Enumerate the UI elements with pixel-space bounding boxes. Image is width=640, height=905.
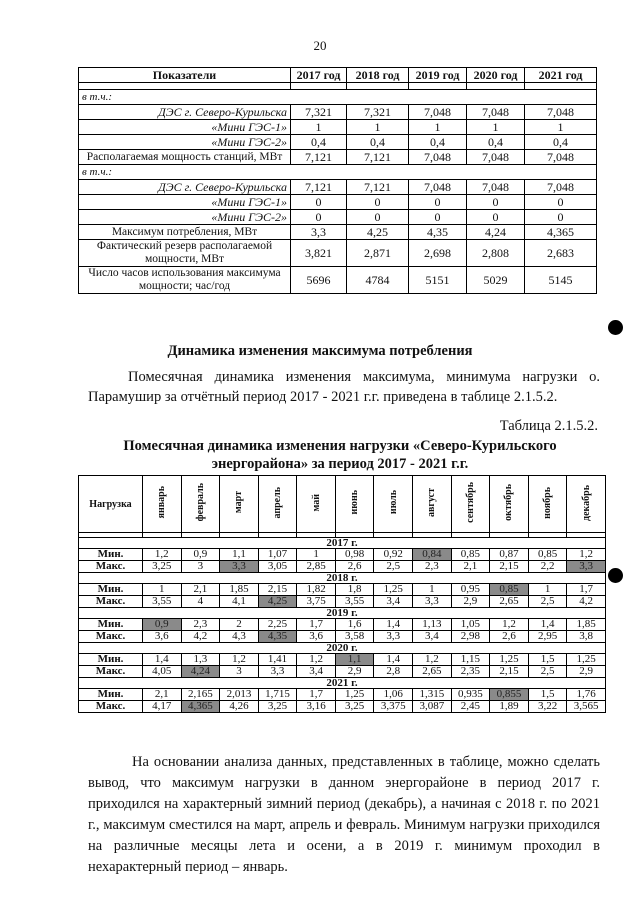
- row-label: Мин.: [79, 689, 143, 701]
- value-cell: 3,55: [335, 596, 374, 608]
- value-cell: 7,048: [409, 180, 467, 195]
- value-cell: 1,2: [413, 654, 452, 666]
- value-cell: 2,3: [181, 619, 220, 631]
- value-cell: 3,8: [567, 631, 606, 643]
- value-cell-highlighted: 4,25: [258, 596, 297, 608]
- header-month: [413, 476, 452, 533]
- value-cell: 0: [525, 195, 597, 210]
- table-row: [79, 267, 597, 294]
- value-cell: 5696: [291, 267, 347, 294]
- table-row: [79, 596, 606, 608]
- value-cell: 1,6: [335, 619, 374, 631]
- row-label: Макс.: [79, 596, 143, 608]
- row-label: Фактический резерв располагаемой мощности, МВт: [79, 240, 291, 267]
- value-cell: 2,871: [347, 240, 409, 267]
- value-cell: 2,683: [525, 240, 597, 267]
- year-label: 2019 г.: [79, 608, 606, 619]
- page-number: 20: [313, 38, 327, 53]
- value-cell: 1,05: [451, 619, 490, 631]
- value-cell: 1,25: [374, 584, 413, 596]
- value-cell-highlighted: 0,855: [490, 689, 529, 701]
- value-cell: 4,35: [409, 225, 467, 240]
- value-cell: 7,048: [525, 150, 597, 165]
- table-row: [79, 180, 597, 195]
- value-cell: 2,5: [528, 666, 567, 678]
- value-cell: 0,4: [409, 135, 467, 150]
- value-cell: 5145: [525, 267, 597, 294]
- value-cell: 1,25: [335, 689, 374, 701]
- value-cell: 2,6: [335, 561, 374, 573]
- value-cell: 4: [181, 596, 220, 608]
- value-cell: 3,25: [335, 701, 374, 713]
- value-cell: 2,98: [451, 631, 490, 643]
- table-row: [79, 195, 597, 210]
- table-row: [79, 105, 597, 120]
- header-year: 2017 год: [291, 68, 347, 83]
- value-cell: 1: [409, 120, 467, 135]
- value-cell: 0,87: [490, 549, 529, 561]
- value-cell: 7,121: [347, 180, 409, 195]
- row-label: Макс.: [79, 666, 143, 678]
- year-row: [79, 608, 606, 619]
- value-cell: 1,2: [220, 654, 259, 666]
- margin-bullet-dot: [608, 320, 623, 335]
- value-cell: 7,048: [525, 105, 597, 120]
- subheading-cell: в т.ч.:: [79, 90, 597, 105]
- table-row: [79, 165, 597, 180]
- value-cell: 4,1: [220, 596, 259, 608]
- header-month: [374, 476, 413, 533]
- value-cell-highlighted: 4,24: [181, 666, 220, 678]
- value-cell-highlighted: 4,365: [181, 701, 220, 713]
- value-cell: 2,1: [451, 561, 490, 573]
- value-cell: 1,76: [567, 689, 606, 701]
- value-cell: 4,3: [220, 631, 259, 643]
- header-indicators: Показатели: [79, 68, 291, 83]
- row-label: «Мини ГЭС-1»: [79, 120, 291, 135]
- value-cell: 0,85: [451, 549, 490, 561]
- value-cell: 1: [525, 120, 597, 135]
- value-cell: 1: [291, 120, 347, 135]
- value-cell: 0: [291, 195, 347, 210]
- value-cell: 4,2: [181, 631, 220, 643]
- value-cell: 0,4: [467, 135, 525, 150]
- intro-paragraph-text: Помесячная динамика изменения максимума, минимума нагрузки о. Парамушир за отчётный период 2017 - 2021 г.г. приведена в таблице 2.1.5.2.: [88, 369, 600, 405]
- table-row: [79, 549, 606, 561]
- value-cell-highlighted: 0,85: [490, 584, 529, 596]
- value-cell: 3,16: [297, 701, 336, 713]
- value-cell: 1,1: [220, 549, 259, 561]
- value-cell: 3,375: [374, 701, 413, 713]
- value-cell: 7,121: [347, 150, 409, 165]
- conclusion-paragraph: [88, 752, 600, 878]
- value-cell: 1,41: [258, 654, 297, 666]
- month-label: апрель: [272, 486, 284, 519]
- value-cell: 1,4: [374, 619, 413, 631]
- table-row: [79, 120, 597, 135]
- row-label: «Мини ГЭС-1»: [79, 195, 291, 210]
- spacer-cell: [525, 83, 597, 90]
- table-row: [79, 561, 606, 573]
- value-cell: 0: [467, 195, 525, 210]
- month-label: октябрь: [503, 484, 515, 521]
- value-cell: 1,13: [413, 619, 452, 631]
- value-cell: 1,5: [528, 654, 567, 666]
- value-cell: 0,935: [451, 689, 490, 701]
- row-label: «Мини ГЭС-2»: [79, 135, 291, 150]
- header-month: [258, 476, 297, 533]
- value-cell: 0: [409, 210, 467, 225]
- row-label: Мин.: [79, 619, 143, 631]
- header-year: 2020 год: [467, 68, 525, 83]
- spacer-cell: [409, 83, 467, 90]
- value-cell: 2,45: [451, 701, 490, 713]
- value-cell: 7,121: [291, 150, 347, 165]
- value-cell: 2,15: [490, 666, 529, 678]
- header-month: [528, 476, 567, 533]
- section-heading: Динамика изменения максимума потребления: [167, 343, 473, 359]
- value-cell: 3,58: [335, 631, 374, 643]
- value-cell: 2,808: [467, 240, 525, 267]
- value-cell: 2,15: [258, 584, 297, 596]
- value-cell: 0,95: [451, 584, 490, 596]
- value-cell: 2,85: [297, 561, 336, 573]
- value-cell: 1,82: [297, 584, 336, 596]
- value-cell: 7,048: [467, 105, 525, 120]
- value-cell: 1,85: [567, 619, 606, 631]
- value-cell: 1,4: [528, 619, 567, 631]
- value-cell: 1,4: [374, 654, 413, 666]
- intro-paragraph: [88, 367, 600, 407]
- value-cell: 2,95: [528, 631, 567, 643]
- value-cell: 1,7: [297, 689, 336, 701]
- value-cell: 2,9: [451, 596, 490, 608]
- header-load: Нагрузка: [79, 476, 143, 533]
- value-cell: 3,821: [291, 240, 347, 267]
- year-row: [79, 643, 606, 654]
- value-cell: 3,4: [413, 631, 452, 643]
- load-dynamics-header: [79, 476, 606, 533]
- table-row: [79, 90, 597, 105]
- value-cell: 3: [220, 666, 259, 678]
- value-cell: 0,9: [181, 549, 220, 561]
- value-cell: 2,65: [413, 666, 452, 678]
- value-cell: 2,5: [528, 596, 567, 608]
- value-cell: 0: [409, 195, 467, 210]
- header-month: [143, 476, 182, 533]
- value-cell: 0: [347, 210, 409, 225]
- table-row: [79, 135, 597, 150]
- value-cell: 3,75: [297, 596, 336, 608]
- value-cell: 7,048: [467, 180, 525, 195]
- value-cell: 3,3: [413, 596, 452, 608]
- row-label: Макс.: [79, 631, 143, 643]
- year-row: [79, 538, 606, 549]
- value-cell: 0: [291, 210, 347, 225]
- value-cell: 2,25: [258, 619, 297, 631]
- month-label: июль: [387, 490, 399, 515]
- value-cell-highlighted: 0,9: [143, 619, 182, 631]
- margin-bullet-dot: [608, 568, 623, 583]
- value-cell: 1,25: [567, 654, 606, 666]
- value-cell: 1,07: [258, 549, 297, 561]
- value-cell: 1: [297, 549, 336, 561]
- value-cell: 5151: [409, 267, 467, 294]
- row-label: Мин.: [79, 654, 143, 666]
- table-caption: Таблица 2.1.5.2.: [499, 418, 598, 434]
- value-cell: 3,25: [258, 701, 297, 713]
- value-cell: 3,087: [413, 701, 452, 713]
- row-label: Макс.: [79, 701, 143, 713]
- value-cell: 4784: [347, 267, 409, 294]
- conclusion-paragraph-text: На основании анализа данных, представленных в таблице, можно сделать вывод, что максимум нагрузки в данном энергорайоне в период 2017 г. приходился на характерный зимний период (декабрь), а начиная с 2018 г. по 2021 г., максимум сместился на март, апрель и февраль. Минимум нагрузки приходился на различные месяцы лета и осени, а в 2019 г. минимум проходил в нехарактерный период – январь.: [88, 754, 600, 875]
- value-cell: 1,85: [220, 584, 259, 596]
- value-cell: 0,4: [347, 135, 409, 150]
- value-cell: 3: [181, 561, 220, 573]
- table-row: [79, 701, 606, 713]
- year-label: 2018 г.: [79, 573, 606, 584]
- value-cell: 1,2: [567, 549, 606, 561]
- row-label: «Мини ГЭС-2»: [79, 210, 291, 225]
- value-cell: 7,048: [525, 180, 597, 195]
- header-year: 2019 год: [409, 68, 467, 83]
- year-row: [79, 573, 606, 584]
- table-row: [79, 619, 606, 631]
- value-cell: 3,6: [297, 631, 336, 643]
- value-cell: 4,25: [347, 225, 409, 240]
- table-row: [79, 666, 606, 678]
- value-cell: 1,715: [258, 689, 297, 701]
- value-cell: 2,9: [335, 666, 374, 678]
- table-row: [79, 210, 597, 225]
- value-cell: 1,315: [413, 689, 452, 701]
- month-label: ноябрь: [542, 486, 554, 519]
- value-cell: 0,98: [335, 549, 374, 561]
- value-cell: 1,7: [567, 584, 606, 596]
- value-cell: 2,6: [490, 631, 529, 643]
- value-cell: 2,1: [181, 584, 220, 596]
- value-cell: 1: [467, 120, 525, 135]
- header-month: [297, 476, 336, 533]
- value-cell: 1,4: [143, 654, 182, 666]
- value-cell: 3,05: [258, 561, 297, 573]
- value-cell: 1,5: [528, 689, 567, 701]
- spacer-cell: [79, 83, 291, 90]
- value-cell: 3,22: [528, 701, 567, 713]
- month-label: июнь: [349, 490, 361, 515]
- value-cell: 2,013: [220, 689, 259, 701]
- table-row: [79, 689, 606, 701]
- value-cell: 0,4: [525, 135, 597, 150]
- year-label: 2021 г.: [79, 678, 606, 689]
- row-label: Число часов использования максимума мощности; час/год: [79, 267, 291, 294]
- year-row: [79, 678, 606, 689]
- value-cell: 7,121: [291, 180, 347, 195]
- value-cell: 2,35: [451, 666, 490, 678]
- header-month: [490, 476, 529, 533]
- year-label: 2020 г.: [79, 643, 606, 654]
- header-year: 2018 год: [347, 68, 409, 83]
- value-cell: 3,4: [374, 596, 413, 608]
- value-cell: 7,048: [467, 150, 525, 165]
- value-cell: 1,3: [181, 654, 220, 666]
- month-label: сентябрь: [464, 482, 476, 523]
- value-cell: 7,321: [291, 105, 347, 120]
- value-cell: 2,9: [567, 666, 606, 678]
- value-cell: 1,15: [451, 654, 490, 666]
- month-label: декабрь: [580, 484, 592, 521]
- subheading-cell: в т.ч.:: [79, 165, 597, 180]
- value-cell-highlighted: 0,84: [413, 549, 452, 561]
- value-cell: 0,4: [291, 135, 347, 150]
- month-label: февраль: [194, 483, 206, 522]
- spacer-cell: [467, 83, 525, 90]
- value-cell: 4,2: [567, 596, 606, 608]
- table2-title: Помесячная динамика изменения нагрузки «Северо-Курильского энергорайона» за период 2017 - 2021 г.г.: [123, 438, 557, 472]
- value-cell: 0: [525, 210, 597, 225]
- value-cell-highlighted: 3,3: [567, 561, 606, 573]
- value-cell-highlighted: 4,35: [258, 631, 297, 643]
- value-cell-highlighted: 1,1: [335, 654, 374, 666]
- table-row: [79, 225, 597, 240]
- value-cell: 4,26: [220, 701, 259, 713]
- year-label: 2017 г.: [79, 538, 606, 549]
- row-label: Макс.: [79, 561, 143, 573]
- value-cell: 0,92: [374, 549, 413, 561]
- row-label: Располагаемая мощность станций, МВт: [79, 150, 291, 165]
- value-cell: 0,85: [528, 549, 567, 561]
- value-cell: 4,05: [143, 666, 182, 678]
- value-cell: 3,3: [258, 666, 297, 678]
- value-cell: 1: [528, 584, 567, 596]
- value-cell: 1,89: [490, 701, 529, 713]
- row-label: ДЭС г. Северо-Курильска: [79, 180, 291, 195]
- spacer-cell: [291, 83, 347, 90]
- value-cell: 0: [467, 210, 525, 225]
- value-cell: 3,4: [297, 666, 336, 678]
- value-cell: 1,2: [143, 549, 182, 561]
- value-cell-highlighted: 3,3: [220, 561, 259, 573]
- value-cell: 2,65: [490, 596, 529, 608]
- value-cell: 2: [220, 619, 259, 631]
- header-year: 2021 год: [525, 68, 597, 83]
- header-month: [335, 476, 374, 533]
- value-cell: 1: [413, 584, 452, 596]
- row-label: ДЭС г. Северо-Курильска: [79, 105, 291, 120]
- value-cell: 7,048: [409, 105, 467, 120]
- value-cell: 2,3: [413, 561, 452, 573]
- month-label: август: [426, 488, 438, 517]
- value-cell: 3,565: [567, 701, 606, 713]
- value-cell: 1,25: [490, 654, 529, 666]
- value-cell: 2,5: [374, 561, 413, 573]
- value-cell: 2,15: [490, 561, 529, 573]
- row-label: Мин.: [79, 549, 143, 561]
- value-cell: 3,55: [143, 596, 182, 608]
- capacity-table: [78, 67, 597, 294]
- value-cell: 1,8: [335, 584, 374, 596]
- header-month: [451, 476, 490, 533]
- value-cell: 2,165: [181, 689, 220, 701]
- header-month: [567, 476, 606, 533]
- spacer-row: [79, 83, 597, 90]
- value-cell: 3,3: [374, 631, 413, 643]
- value-cell: 0: [347, 195, 409, 210]
- value-cell: 1: [347, 120, 409, 135]
- table-row: [79, 150, 597, 165]
- table-row: [79, 631, 606, 643]
- value-cell: 7,048: [409, 150, 467, 165]
- value-cell: 4,17: [143, 701, 182, 713]
- month-label: январь: [156, 486, 168, 519]
- value-cell: 3,3: [291, 225, 347, 240]
- value-cell: 5029: [467, 267, 525, 294]
- value-cell: 3,25: [143, 561, 182, 573]
- header-month: [220, 476, 259, 533]
- value-cell: 4,365: [525, 225, 597, 240]
- value-cell: 1,7: [297, 619, 336, 631]
- row-label: Максимум потребления, МВт: [79, 225, 291, 240]
- table-row: [79, 654, 606, 666]
- value-cell: 1,06: [374, 689, 413, 701]
- month-label: май: [310, 493, 322, 512]
- load-dynamics-table: [78, 475, 606, 713]
- table-row: [79, 584, 606, 596]
- value-cell: 1,2: [297, 654, 336, 666]
- value-cell: 2,1: [143, 689, 182, 701]
- value-cell: 2,8: [374, 666, 413, 678]
- value-cell: 7,321: [347, 105, 409, 120]
- value-cell: 2,698: [409, 240, 467, 267]
- value-cell: 3,6: [143, 631, 182, 643]
- header-month: [181, 476, 220, 533]
- row-label: Мин.: [79, 584, 143, 596]
- value-cell: 2,2: [528, 561, 567, 573]
- value-cell: 1,2: [490, 619, 529, 631]
- month-label: март: [233, 491, 245, 514]
- value-cell: 1: [143, 584, 182, 596]
- spacer-cell: [347, 83, 409, 90]
- capacity-table-header: [79, 68, 597, 83]
- table-row: [79, 240, 597, 267]
- value-cell: 4,24: [467, 225, 525, 240]
